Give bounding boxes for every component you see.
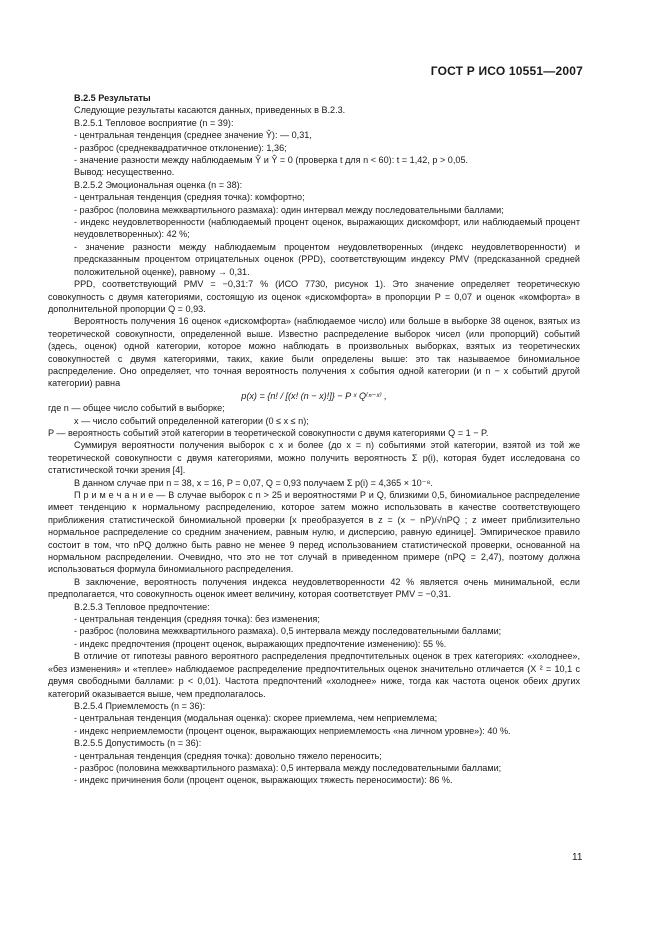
document-body (48, 92, 580, 787)
text-line: П р и м е ч а н и е — В случае выборок с n > 25 и вероятностями P и Q, близкими 0,5, биномиальное распределение имеет тенденцию к нормальному распределению, которое затем можно использовать в качестве соответствующего приближения статистической биномиальной проверки [x преобразуется в z = (x − nP)/√nPQ ; z имеет приблизительно нормальное распределение со средним значением, равным нулю, и дисперсию, равную единице]. Эмпирическое правило состоит в том, что nPQ должно быть равно не менее 9 перед использованием статистической проверки, основанной на нормальном распределении. Очевидно, что это не тот случай в приведенном примере (nPQ = 2,47), поэтому должна использоваться формула биномиального распределения. (48, 490, 580, 575)
text-line: В.2.5.2 Эмоциональная оценка (n = 38): (74, 179, 243, 190)
text-line: Вывод: несущественно. (74, 167, 175, 178)
text-line: - значение разности между наблюдаемым процентом неудовлетворенных (индекс неудовлетворенности) и предсказанным процентом отрицательных оценок (PPD), соответствующим индексу PMV (предсказанной средней положительной оценке), равному → 0,31. (74, 241, 580, 277)
text-line: В.2.5.1 Тепловое восприятие (n = 39): (74, 117, 234, 128)
text-line: - разброс (половина межквартильного размаха). 0,5 интервала между последовательными баллами; (74, 626, 502, 637)
text-line: - центральная тенденция (среднее значение Ŷ): — 0,31, (74, 130, 312, 141)
text-line: - центральная тенденция (средняя точка): довольно тяжело переносить; (74, 750, 382, 761)
text-line: Следующие результаты касаются данных, приведенных в В.2.3. (74, 105, 346, 116)
text-line: В.2.5 Результаты (74, 93, 151, 103)
text-line: - разброс (половина межквартильного размаха): 0,5 интервала между последовательными баллами; (74, 762, 502, 773)
document-header: ГОСТ Р ИСО 10551—2007 (430, 64, 583, 78)
text-line: где n — общее число событий в выборке; (48, 403, 225, 414)
text-line: В.2.5.5 Допустимость (n = 36): (74, 738, 202, 749)
text-line: Суммируя вероятности получения выборок с x и более (до x = n) событиями этой категории, взятой из той же теоретической совокупности с двумя категориями, можно получить вероятность Σ p(i), которая будет исследована со статистической точки зрения [4]. (48, 440, 580, 476)
text-line: - разброс (половина межквартильного размаха): один интервал между последовательными баллами; (74, 204, 504, 215)
text-line: Вероятность получения 16 оценок «дискомфорта» (наблюдаемое число) или больше в выборке 38 оценок, взятых из теоретической совокупности, определенной выше. Известно распределение выборок чисел (или пропорций) событий (здесь, оценок) одной категории, которое можно наблюдать в произвольных выборках, взятых из теоретических совокупностей с двумя категориями, таких, какие были определены выше: это так называемое биномиальное распределение. Оно определяет, что точная вероятность получения x события одной категории (и n − x событий другой категории) равна (48, 316, 580, 389)
page-number: 11 (572, 852, 583, 863)
text-line: x — число событий определенной категории (0 ≤ x ≤ n); (74, 415, 309, 426)
text-line: В данном случае при n = 38, x = 16, P = 0,07, Q = 0,93 получаем Σ p(i) = 4,365 × 10⁻⁸. (74, 477, 433, 488)
text-line: - центральная тенденция (средняя точка): комфортно; (74, 192, 305, 203)
text-line: - индекс предпочтения (процент оценок, выражающих предпочтение изменению): 55 %. (74, 638, 447, 649)
text-line: В.2.5.3 Тепловое предпочтение: (74, 601, 210, 612)
text-line: - центральная тенденция (модальная оценка): скорее приемлема, чем неприемлема; (74, 713, 438, 724)
text-line: - разброс (среднеквадратичное отклонение): 1,36; (74, 142, 287, 153)
text-line: P — вероятность событий этой категории в теоретической совокупности с двумя категориями Q = 1 − P. (48, 427, 489, 438)
text-line: - значение разности между наблюдаемым Ŷ и Ŷ = 0 (проверка t для n < 60): t = 1,42, p > 0,05. (74, 155, 469, 166)
text-line: В отличие от гипотезы равного вероятного распределения предпочтительных оценок в трех категориях: «холоднее», «без изменения» и «теплее» наблюдаемое распределение предпочтительных оценок значительно отличается (X ² = 10,1 с двумя свободными баллами: p < 0,01). Частота предпочтений «холоднее» ниже, тогда как частота оценок обеих других категорий оказывается выше, чем предполагалось. (48, 651, 580, 699)
text-line: - индекс неприемлемости (процент оценок, выражающих неприемлемость «на личном уровне»): 40 %. (74, 725, 511, 736)
text-line: - индекс причинения боли (процент оценок, выражающих тяжесть переносимости): 86 %. (74, 775, 453, 786)
text-line: - центральная тенденция (средняя точка): без изменения; (74, 614, 320, 625)
text-line: В заключение, вероятность получения индекса неудовлетворенности 42 % является очень минимальной, если предполагается, что совокупность оценок имеет величину, которая соответствует PMV = −0,31. (48, 576, 580, 600)
text-line: p(x) = {n! / [(x! (n − x)!]} − P ˣ Q⁽ⁿ⁻ˣ⁾ , (241, 390, 387, 401)
text-line: В.2.5.4 Приемлемость (n = 36): (74, 700, 206, 711)
text-line: - индекс неудовлетворенности (наблюдаемый процент оценок, выражающих дискомфорт, или наблюдаемый процент неудовлетворенных): 42 %; (74, 217, 580, 240)
text-line: PPD, соответствующий PMV = −0,31:7 % (ИСО 7730, рисунок 1). Это значение определяет теоретическую совокупность с двумя категориями, состоящую из оценок «дискомфорта» в пропорции P = 0,07 и оценок «комфорта» в дополнительной пропорции Q = 0,93. (48, 279, 580, 314)
